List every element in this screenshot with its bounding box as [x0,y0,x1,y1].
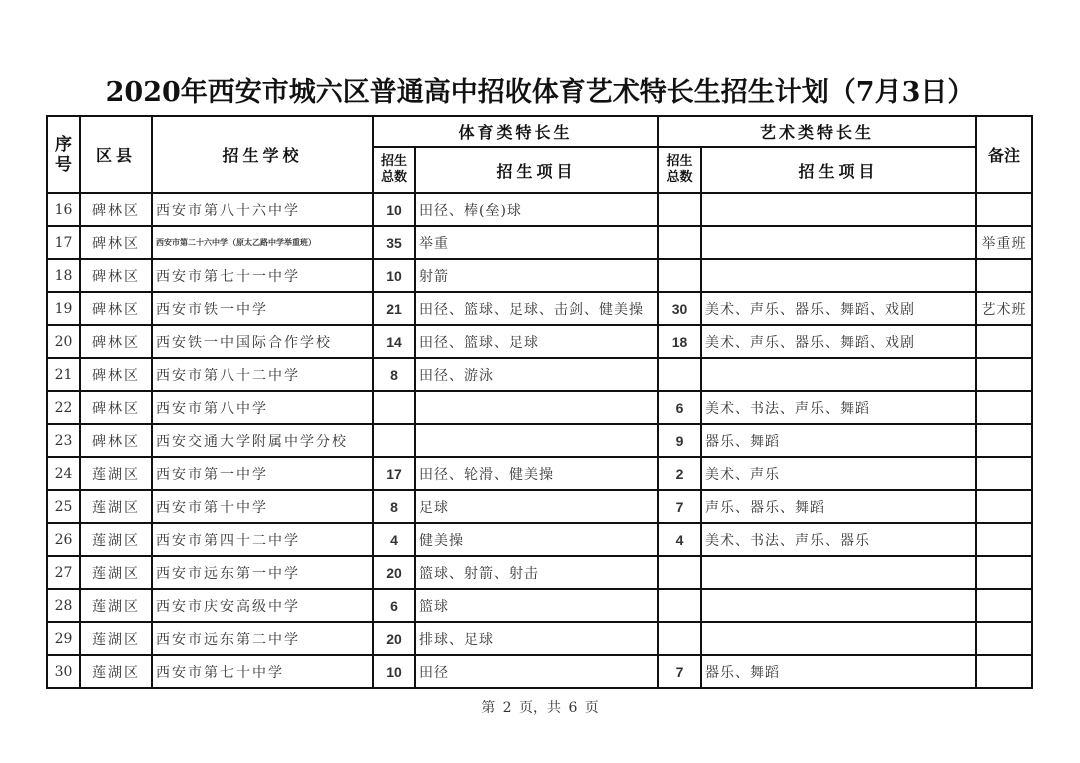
cell-seq: 24 [47,457,80,490]
cell-note: 举重班 [976,226,1032,259]
cell-note [976,622,1032,655]
cell-arts-total: 2 [658,457,701,490]
header-arts-total: 招生总数 [658,147,701,193]
cell-school: 西安市第二十六中学（原太乙路中学举重班） [152,226,373,259]
cell-arts-items [701,556,976,589]
table-row [47,523,1032,556]
cell-district: 莲湖区 [80,622,152,655]
cell-sports-items: 排球、足球 [415,622,658,655]
cell-district: 莲湖区 [80,589,152,622]
cell-seq: 28 [47,589,80,622]
table-row [47,193,1032,226]
cell-arts-items: 美术、声乐、器乐、舞蹈、戏剧 [701,325,976,358]
cell-school: 西安市第八十六中学 [152,193,373,226]
cell-school: 西安市第八十二中学 [152,358,373,391]
cell-school: 西安市远东第二中学 [152,622,373,655]
cell-arts-total [658,358,701,391]
cell-arts-total [658,259,701,292]
cell-seq: 22 [47,391,80,424]
cell-seq: 25 [47,490,80,523]
cell-arts-total: 9 [658,424,701,457]
cell-school: 西安市远东第一中学 [152,556,373,589]
cell-seq: 21 [47,358,80,391]
page-number: 第 2 页，共 6 页 [481,700,599,716]
cell-arts-items: 器乐、舞蹈 [701,424,976,457]
cell-arts-total [658,589,701,622]
cell-arts-total [658,622,701,655]
cell-district: 碑林区 [80,325,152,358]
cell-note [976,325,1032,358]
cell-sports-total [373,391,415,424]
header-seq: 序号 [47,116,80,193]
cell-seq: 20 [47,325,80,358]
table-row [47,424,1032,457]
cell-seq: 23 [47,424,80,457]
cell-district: 碑林区 [80,358,152,391]
cell-note [976,490,1032,523]
cell-sports-items: 篮球、射箭、射击 [415,556,658,589]
header-arts-items: 招生项目 [701,147,976,193]
cell-district: 莲湖区 [80,490,152,523]
cell-seq: 19 [47,292,80,325]
cell-note [976,457,1032,490]
table-row [47,457,1032,490]
cell-arts-total: 7 [658,490,701,523]
table-row [47,292,1032,325]
cell-arts-items [701,259,976,292]
cell-arts-items: 美术、书法、声乐、舞蹈 [701,391,976,424]
cell-seq: 27 [47,556,80,589]
header-district: 区县 [80,116,152,193]
cell-school: 西安市第七十一中学 [152,259,373,292]
cell-arts-items [701,226,976,259]
table-row [47,358,1032,391]
cell-sports-items: 篮球 [415,589,658,622]
cell-arts-total: 7 [658,655,701,688]
header-sports-total: 招生总数 [373,147,415,193]
table-row [47,655,1032,688]
table-row [47,259,1032,292]
cell-sports-items: 健美操 [415,523,658,556]
cell-seq: 16 [47,193,80,226]
header-note: 备注 [976,116,1032,193]
cell-district: 碑林区 [80,193,152,226]
cell-sports-items [415,424,658,457]
cell-sports-items: 足球 [415,490,658,523]
cell-sports-total: 8 [373,358,415,391]
cell-arts-items: 美术、声乐、器乐、舞蹈、戏剧 [701,292,976,325]
cell-sports-total: 17 [373,457,415,490]
cell-arts-total [658,226,701,259]
cell-arts-items [701,358,976,391]
cell-sports-items: 田径、篮球、足球、击剑、健美操 [415,292,658,325]
cell-arts-total: 18 [658,325,701,358]
cell-note [976,556,1032,589]
cell-district: 碑林区 [80,292,152,325]
cell-sports-total: 10 [373,193,415,226]
cell-arts-total: 6 [658,391,701,424]
cell-note [976,358,1032,391]
cell-district: 莲湖区 [80,556,152,589]
cell-seq: 17 [47,226,80,259]
cell-arts-items [701,589,976,622]
cell-school: 西安市第十中学 [152,490,373,523]
table-row [47,391,1032,424]
table-row [47,490,1032,523]
cell-arts-items [701,193,976,226]
cell-district: 莲湖区 [80,457,152,490]
cell-note [976,193,1032,226]
table-row [47,589,1032,622]
cell-sports-total: 20 [373,556,415,589]
cell-sports-items: 田径、轮滑、健美操 [415,457,658,490]
cell-district: 碑林区 [80,424,152,457]
cell-note [976,391,1032,424]
cell-district: 碑林区 [80,259,152,292]
header-sports-items: 招生项目 [415,147,658,193]
cell-arts-items: 美术、声乐 [701,457,976,490]
cell-school: 西安市第四十二中学 [152,523,373,556]
cell-sports-items: 田径、棒(垒)球 [415,193,658,226]
cell-seq: 18 [47,259,80,292]
cell-sports-total: 35 [373,226,415,259]
cell-note [976,424,1032,457]
cell-district: 莲湖区 [80,523,152,556]
cell-sports-total: 21 [373,292,415,325]
cell-sports-items: 举重 [415,226,658,259]
cell-sports-total: 4 [373,523,415,556]
cell-sports-total [373,424,415,457]
cell-district: 碑林区 [80,391,152,424]
cell-school: 西安市第一中学 [152,457,373,490]
cell-sports-total: 20 [373,622,415,655]
cell-sports-items [415,391,658,424]
cell-sports-total: 10 [373,655,415,688]
table-row [47,325,1032,358]
cell-seq: 29 [47,622,80,655]
cell-school: 西安交通大学附属中学分校 [152,424,373,457]
table-body [47,193,1032,688]
cell-school: 西安市铁一中学 [152,292,373,325]
cell-note [976,259,1032,292]
cell-arts-items: 美术、书法、声乐、器乐 [701,523,976,556]
cell-sports-total: 14 [373,325,415,358]
cell-arts-items: 器乐、舞蹈 [701,655,976,688]
cell-sports-items: 射箭 [415,259,658,292]
table-row [47,622,1032,655]
cell-sports-total: 10 [373,259,415,292]
cell-arts-items [701,622,976,655]
cell-arts-total [658,193,701,226]
cell-sports-total: 8 [373,490,415,523]
cell-sports-total: 6 [373,589,415,622]
table-row [47,226,1032,259]
cell-arts-total: 30 [658,292,701,325]
cell-note [976,655,1032,688]
cell-sports-items: 田径、游泳 [415,358,658,391]
cell-school: 西安市庆安高级中学 [152,589,373,622]
cell-school: 西安市第七十中学 [152,655,373,688]
cell-arts-items: 声乐、器乐、舞蹈 [701,490,976,523]
cell-arts-total [658,556,701,589]
cell-district: 莲湖区 [80,655,152,688]
cell-note [976,589,1032,622]
cell-note [976,523,1032,556]
cell-sports-items: 田径 [415,655,658,688]
cell-school: 西安铁一中国际合作学校 [152,325,373,358]
cell-district: 碑林区 [80,226,152,259]
header-sports-group: 体育类特长生 [373,116,658,147]
cell-seq: 26 [47,523,80,556]
enrollment-plan-table [46,115,1033,689]
header-school: 招生学校 [152,116,373,193]
cell-sports-items: 田径、篮球、足球 [415,325,658,358]
cell-arts-total: 4 [658,523,701,556]
table-row [47,556,1032,589]
cell-school: 西安市第八中学 [152,391,373,424]
header-row-group [47,116,1032,147]
document-title: 2020年西安市城六区普通高中招收体育艺术特长生招生计划（7月3日） [105,77,975,108]
cell-note: 艺术班 [976,292,1032,325]
header-arts-group: 艺术类特长生 [658,116,976,147]
cell-seq: 30 [47,655,80,688]
